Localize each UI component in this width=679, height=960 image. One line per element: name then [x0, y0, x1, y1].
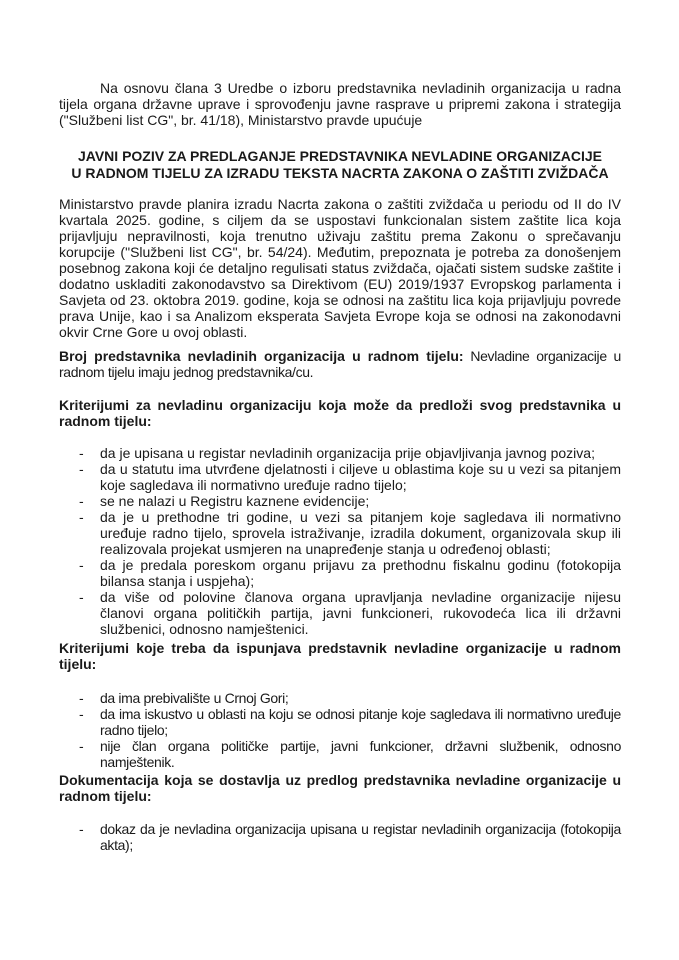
section-heading-ngo-criteria: Kriterijumi za nevladinu organizaciju koja može da predloži svog predstavnika u radnom tijelu: — [59, 397, 621, 429]
dash-bullet-icon: - — [79, 461, 84, 477]
section-text: Nevladine organizacije u radnom tijelu imaju jednog predstavnika/cu. — [59, 348, 621, 380]
section-heading: Broj predstavnika nevladinih organizacija u radnom tijelu: — [59, 348, 464, 364]
list-item: - da je upisana u registar nevladinih organizacija prije objavljivanja javnog poziva; — [79, 445, 595, 461]
context-paragraph: Ministarstvo pravde planira izradu Nacrta zakona o zaštiti zviždača u periodu od II do IV kvartala 2025. godine, s ciljem da se uspostavi funkcionalan sistem zaštite lica koja prijavljuju nepravilnosti, koja trenutno uživaju zaštitu prema Zakonu o sprečavanju korupcije ("Službeni list CG", br. 54/24). Međutim, prepoznata je potreba za donošenjem posebnog zakona koji će detaljno regulisati status zviždača, ojačati sistem sudske zaštite i dodatno uskladiti zakonodavstvo sa Direktivom (EU) 2019/1937 Evropskog parlamenta i Savjeta od 23. oktobra 2019. godine, koja se odnosi na zaštitu lica koja prijavljuju povrede prava Unije, kao i sa Analizom eksperata Savjeta Evrope koja se odnosi na zakonodavni okvir Crne Gore u ovoj oblasti. — [59, 196, 621, 340]
section-heading-documentation: Dokumentacija koja se dostavlja uz predlog predstavnika nevladine organizacije u radnom tijelu: — [59, 772, 621, 804]
dash-bullet-icon: - — [79, 821, 84, 837]
dash-bullet-icon: - — [79, 690, 84, 706]
document-title — [40, 148, 640, 182]
dash-bullet-icon: - — [79, 738, 84, 754]
list-item: - da u statutu ima utvrđene djelatnosti i ciljeve u oblastima koje su u vezi sa pitanjem koje sagledava ili normativno uređuje radno tijelo; — [79, 461, 621, 493]
list-item: - dokaz da je nevladina organizacija upisana u registar nevladinih organizacija (fotokopija akta); — [79, 821, 621, 853]
list-item: - da je u prethodne tri godine, u vezi sa pitanjem koje sagledava ili normativno uređuje radno tijelo, sprovela istraživanje, izradila dokument, organizovala skup ili realizovala projekat usmjeren na unapređenje stanja u određenoj oblasti; — [79, 509, 621, 557]
list-item: - da ima iskustvo u oblasti na koju se odnosi pitanje koje sagledava ili normativno uređuje radno tijelo; — [79, 706, 621, 738]
list-item: - da je predala poreskom organu prijavu za prethodnu fiskalnu godinu (fotokopija bilansa stanja i uspjeha); — [79, 557, 621, 589]
representative-criteria-list — [59, 690, 621, 770]
title-line-1: JAVNI POZIV ZA PREDLAGANJE PREDSTAVNIKA NEVLADINE ORGANIZACIJE — [77, 148, 602, 164]
list-item: - nije član organa političke partije, javni funkcioner, državni službenik, odnosno namještenik. — [79, 738, 621, 770]
dash-bullet-icon: - — [79, 589, 84, 605]
section-number-of-representatives — [59, 348, 621, 380]
dash-bullet-icon: - — [79, 509, 84, 525]
title-line-2: U RADNOM TIJELU ZA IZRADU TEKSTA NACRTA ZAKONA O ZAŠTITI ZVIŽDAČA — [71, 165, 609, 181]
list-item: - da više od polovine članova organa upravljanja nevladine organizacije nijesu članovi organa političkih partija, javni funkcioneri, rukovodeća lica ili državni službenici, odnosno namještenici. — [79, 589, 621, 637]
list-item: - da ima prebivalište u Crnoj Gori; — [79, 690, 289, 706]
documentation-list — [59, 821, 621, 853]
dash-bullet-icon: - — [79, 493, 84, 509]
dash-bullet-icon: - — [79, 706, 84, 722]
list-item: - se ne nalazi u Registru kaznene evidencije; — [79, 493, 370, 509]
ngo-criteria-list — [59, 445, 621, 637]
section-heading-representative-criteria: Kriterijumi koje treba da ispunjava predstavnik nevladine organizacije u radnom tijelu: — [59, 640, 621, 672]
dash-bullet-icon: - — [79, 557, 84, 573]
dash-bullet-icon: - — [79, 445, 84, 461]
intro-paragraph: Na osnovu člana 3 Uredbe o izboru predstavnika nevladinih organizacija u radna tijela organa državne uprave i sprovođenju javne rasprave u pripremi zakona i strategija ("Službeni list CG", br. 41/18), Ministarstvo pravde upućuje — [59, 80, 621, 128]
